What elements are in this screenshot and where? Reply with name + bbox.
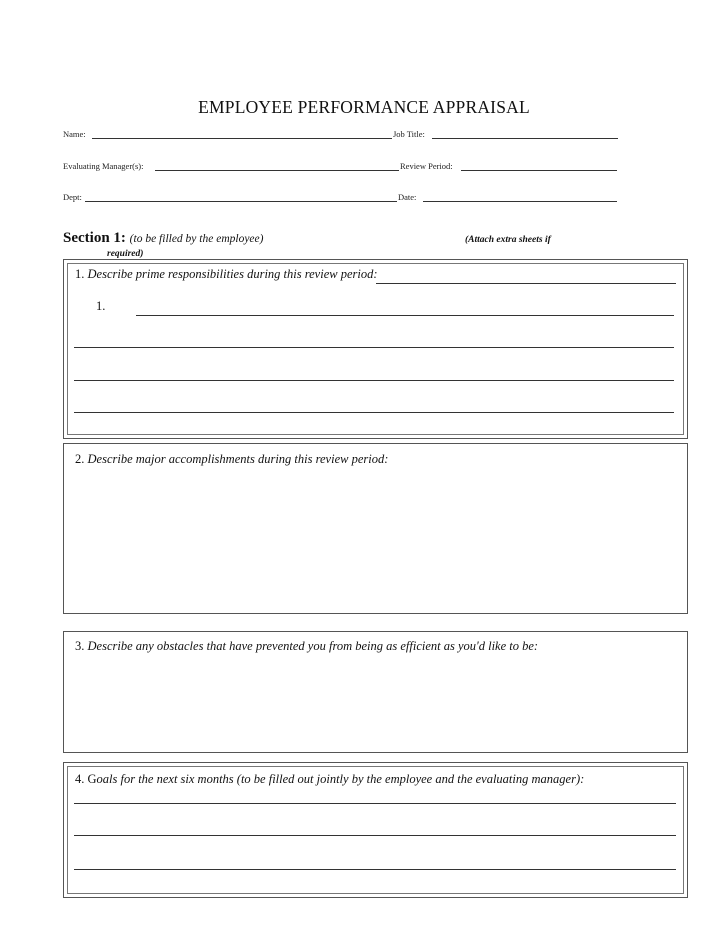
question-1-text [75, 267, 378, 282]
question-2-text [75, 452, 388, 467]
question-2-label: Describe major accomplishments during this review period: [87, 452, 389, 466]
review-period-field[interactable] [461, 170, 617, 171]
question-1-line-4[interactable] [74, 412, 674, 413]
evaluating-manager-label: Evaluating Manager(s): [63, 161, 144, 171]
question-1-label: Describe prime responsibilities during this review period: [87, 267, 378, 281]
question-4-label: oals for the next six months (to be filled out jointly by the employee and the evaluating manager): [96, 772, 585, 786]
attach-note-line-2: required) [107, 249, 144, 259]
attach-note-line-1: (Attach extra sheets if [465, 235, 551, 245]
question-4-line-3[interactable] [74, 869, 676, 870]
question-3-answer-area[interactable] [64, 658, 687, 752]
question-1-sub-answer-line[interactable] [136, 315, 674, 316]
question-2-answer-area[interactable] [64, 470, 687, 613]
question-2-number: 2. [75, 452, 85, 466]
question-1-answer-line[interactable] [376, 283, 676, 284]
job-title-label: Job Title: [393, 129, 425, 139]
question-4-number: 4. G [75, 772, 97, 786]
job-title-field[interactable] [432, 138, 618, 139]
question-3-text [75, 639, 538, 654]
question-1-inner-box [67, 263, 684, 435]
question-3-number: 3. [75, 639, 85, 653]
question-4-text [75, 772, 584, 787]
date-field[interactable] [423, 201, 617, 202]
page-title: EMPLOYEE PERFORMANCE APPRAISAL [198, 97, 530, 117]
question-3-label: Describe any obstacles that have prevented you from being as efficient as you'd like to be: [87, 639, 539, 653]
dept-label: Dept: [63, 192, 82, 202]
question-1-number: 1. [75, 267, 85, 281]
dept-field[interactable] [85, 201, 397, 202]
date-label: Date: [398, 192, 417, 202]
question-1-line-3[interactable] [74, 380, 674, 381]
question-1-line-2[interactable] [74, 347, 674, 348]
section-1-colon: : [120, 230, 126, 246]
question-1-sub-number: 1. [96, 299, 106, 313]
name-field[interactable] [92, 138, 392, 139]
question-4-line-1[interactable] [74, 803, 676, 804]
section-1-title: Section 1 [63, 230, 121, 246]
name-label: Name: [63, 129, 86, 139]
review-period-label: Review Period: [400, 161, 453, 171]
section-1-note: (to be filled by the employee) [129, 233, 264, 245]
section-1-heading [63, 230, 263, 247]
evaluating-manager-field[interactable] [155, 170, 399, 171]
question-4-line-2[interactable] [74, 835, 676, 836]
